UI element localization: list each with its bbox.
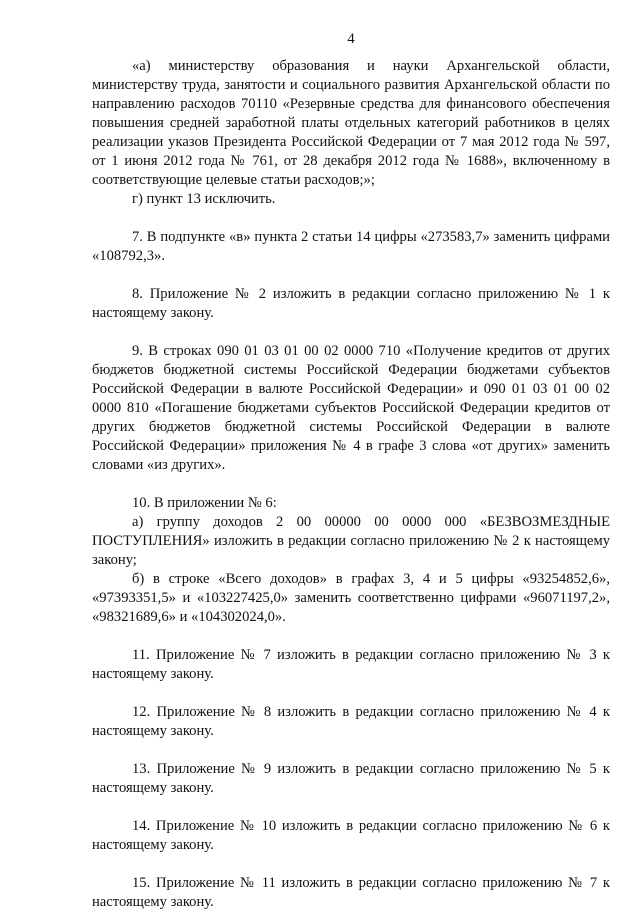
paragraph-9: 9. В строках 090 01 03 01 00 02 0000 710 «Получение кредитов от других бюджетов бюджетной системы Российской Федерации бюджетами субъектов Российской Федерации в валюте Российской Федерации» и 090 01 03 01 00 02 0000 810 «Погашение бюджетами субъектов Российской Федерации кредитов от других бюджетов бюджетной системы Российской Федерации в валюте Российской Федерации» приложения № 4 в графе 3 слова «от других» заменить словами «из других». — [92, 343, 610, 473]
paragraph-13: 13. Приложение № 9 изложить в редакции согласно приложению № 5 к настоящему закону. — [92, 761, 610, 796]
paragraph-10-b: б) в строке «Всего доходов» в графах 3, 4 и 5 цифры «93254852,6», «97393351,5» и «103227425,0» заменить соответственно цифрами «96071197,2», «98321689,6» и «104302024,0». — [92, 571, 610, 625]
paragraph-8: 8. Приложение № 2 изложить в редакции согласно приложению № 1 к настоящему закону. — [92, 286, 610, 321]
paragraph-11: 11. Приложение № 7 изложить в редакции согласно приложению № 3 к настоящему закону. — [92, 647, 610, 682]
page-number: 4 — [347, 31, 355, 47]
paragraph-10: 10. В приложении № 6: — [132, 495, 277, 511]
paragraph-g-item-13: г) пункт 13 исключить. — [132, 191, 276, 207]
paragraph-10-a: а) группу доходов 2 00 00000 00 0000 000 «БЕЗВОЗМЕЗДНЫЕ ПОСТУПЛЕНИЯ» изложить в редакции согласно приложению № 2 к настоящему закону; — [92, 514, 610, 568]
paragraph-14: 14. Приложение № 10 изложить в редакции согласно приложению № 6 к настоящему закону. — [92, 818, 610, 853]
paragraph-15: 15. Приложение № 11 изложить в редакции согласно приложению № 7 к настоящему закону. — [92, 875, 610, 910]
paragraph-12: 12. Приложение № 8 изложить в редакции согласно приложению № 4 к настоящему закону. — [92, 704, 610, 739]
paragraph-7: 7. В подпункте «в» пункта 2 статьи 14 цифры «273583,7» заменить цифрами «108792,3». — [92, 229, 610, 264]
document-page — [92, 30, 610, 912]
paragraph-a-ministries: «а) министерству образования и науки Архангельской области, министерству труда, занятости и социального развития Архангельской области по направлению расходов 70110 «Резервные средства для финансового обеспечения повышения средней заработной платы отдельных категорий работников в целях реализации указов Президента Российской Федерации от 7 мая 2012 года № 597, от 1 июня 2012 года № 761, от 28 декабря 2012 года № 1688», включенному в соответствующие целевые статьи расходов;»; — [92, 58, 610, 188]
